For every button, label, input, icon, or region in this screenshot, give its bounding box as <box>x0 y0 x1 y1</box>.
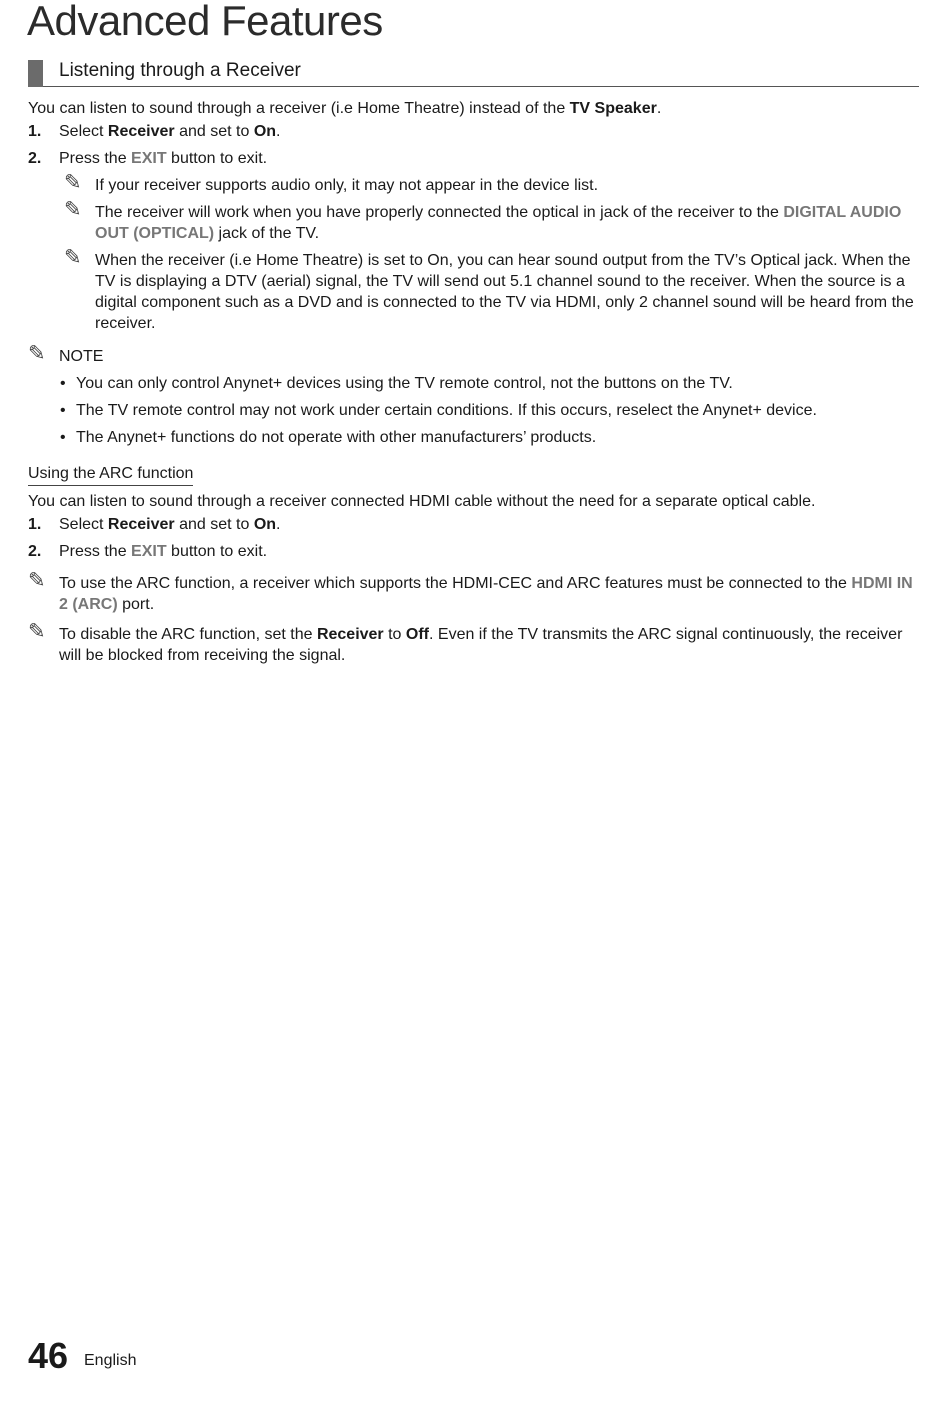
pencil-note-icon: ✎ <box>64 171 82 194</box>
bullet-dot: • <box>60 429 66 446</box>
step-text: and set to <box>174 516 254 533</box>
step-text: . <box>276 123 281 140</box>
note-text: jack of the TV. <box>214 225 320 242</box>
pencil-note-icon: ✎ <box>64 246 82 269</box>
receiver-intro-text: You can listen to sound through a receiver (i.e Home Theatre) instead of the <box>28 100 570 117</box>
step-number: 2. <box>28 543 42 560</box>
bullet-dot: • <box>60 402 66 419</box>
pencil-note-icon: ✎ <box>64 198 82 221</box>
arc-intro: You can listen to sound through a receiver connected HDMI cable without the need for a separate optical cable. <box>28 493 816 510</box>
bullet-dot: • <box>60 375 66 392</box>
hdmi-in-2-arc-term: HDMI IN 2 (ARC) <box>59 575 913 613</box>
page-language: English <box>84 1352 137 1369</box>
section-heading-text: Listening through a Receiver <box>59 60 301 81</box>
receiver-term: Receiver <box>316 626 384 643</box>
receiver-intro-end: . <box>656 100 662 117</box>
arc-step-2 <box>28 541 918 562</box>
step-number: 1. <box>28 123 42 140</box>
arc-step-1 <box>28 514 918 535</box>
note-text: To disable the ARC function, set the <box>59 626 317 643</box>
exit-term: EXIT <box>131 543 167 560</box>
step-number: 2. <box>28 150 42 167</box>
receiver-step-2 <box>28 148 918 169</box>
tv-speaker-term: TV Speaker <box>569 100 657 117</box>
receiver-note-1 <box>64 171 918 196</box>
on-term: On <box>253 123 277 140</box>
note-label: NOTE <box>59 348 104 365</box>
note-text: If your receiver supports audio only, it may not appear in the device list. <box>95 177 599 194</box>
pencil-note-icon: ✎ <box>28 342 46 365</box>
step-text: Select <box>59 123 108 140</box>
receiver-note-3 <box>64 246 918 334</box>
note-text: When the receiver (i.e Home Theatre) is set to On, you can hear sound output from the TV’s Optical jack. When the TV is displaying a DTV (aerial) signal, the TV will send out 5.1 channel sound to the receiver. When the source is a digital component such as a DVD and is connected to the TV via HDMI, only 2 channel sound will be heard from the receiver. <box>95 252 914 332</box>
note-text: port. <box>117 596 155 613</box>
step-text: . <box>276 516 281 533</box>
note-bullet-2 <box>28 400 918 421</box>
step-text: Press the <box>59 150 132 167</box>
note-text: The receiver will work when you have properly connected the optical in jack of the receiver to the <box>95 204 784 221</box>
pencil-note-icon: ✎ <box>28 569 46 592</box>
note-text: to <box>383 626 406 643</box>
arc-note-1 <box>28 569 918 615</box>
bullet-text: The TV remote control may not work under certain conditions. If this occurs, reselect the Anynet+ device. <box>76 402 817 419</box>
receiver-intro <box>28 98 918 119</box>
arc-note-2 <box>28 620 918 666</box>
step-text: button to exit. <box>166 150 268 167</box>
on-term: On <box>253 516 277 533</box>
pencil-note-icon: ✎ <box>28 620 46 643</box>
page-content <box>28 98 918 666</box>
receiver-term: Receiver <box>107 516 175 533</box>
off-term: Off <box>405 626 429 643</box>
page-number: 46 <box>28 1335 69 1376</box>
note-block-heading <box>28 342 918 367</box>
note-bullet-1 <box>28 373 918 394</box>
bullet-text: You can only control Anynet+ devices using the TV remote control, not the buttons on the TV. <box>76 375 733 392</box>
step-text: and set to <box>174 123 254 140</box>
bullet-text: The Anynet+ functions do not operate with other manufacturers’ products. <box>76 429 597 446</box>
heading-bar <box>28 60 43 87</box>
step-number: 1. <box>28 516 42 533</box>
section-heading <box>28 58 919 87</box>
digital-audio-out-term: DIGITAL AUDIO OUT (OPTICAL) <box>95 204 902 242</box>
arc-subheading: Using the ARC function <box>28 463 193 486</box>
note-bullet-3 <box>28 427 918 448</box>
receiver-note-2 <box>64 198 918 244</box>
exit-term: EXIT <box>131 150 167 167</box>
receiver-term: Receiver <box>107 123 175 140</box>
step-text: button to exit. <box>166 543 268 560</box>
note-text: . Even if the TV transmits the ARC signal continuously, the receiver will be blocked from receiving the signal. <box>59 626 903 664</box>
page-title: Advanced Features <box>27 0 383 44</box>
step-text: Press the <box>59 543 132 560</box>
step-text: Select <box>59 516 108 533</box>
note-text: To use the ARC function, a receiver which supports the HDMI-CEC and ARC features must be connected to the <box>59 575 852 592</box>
receiver-step-1 <box>28 121 918 142</box>
